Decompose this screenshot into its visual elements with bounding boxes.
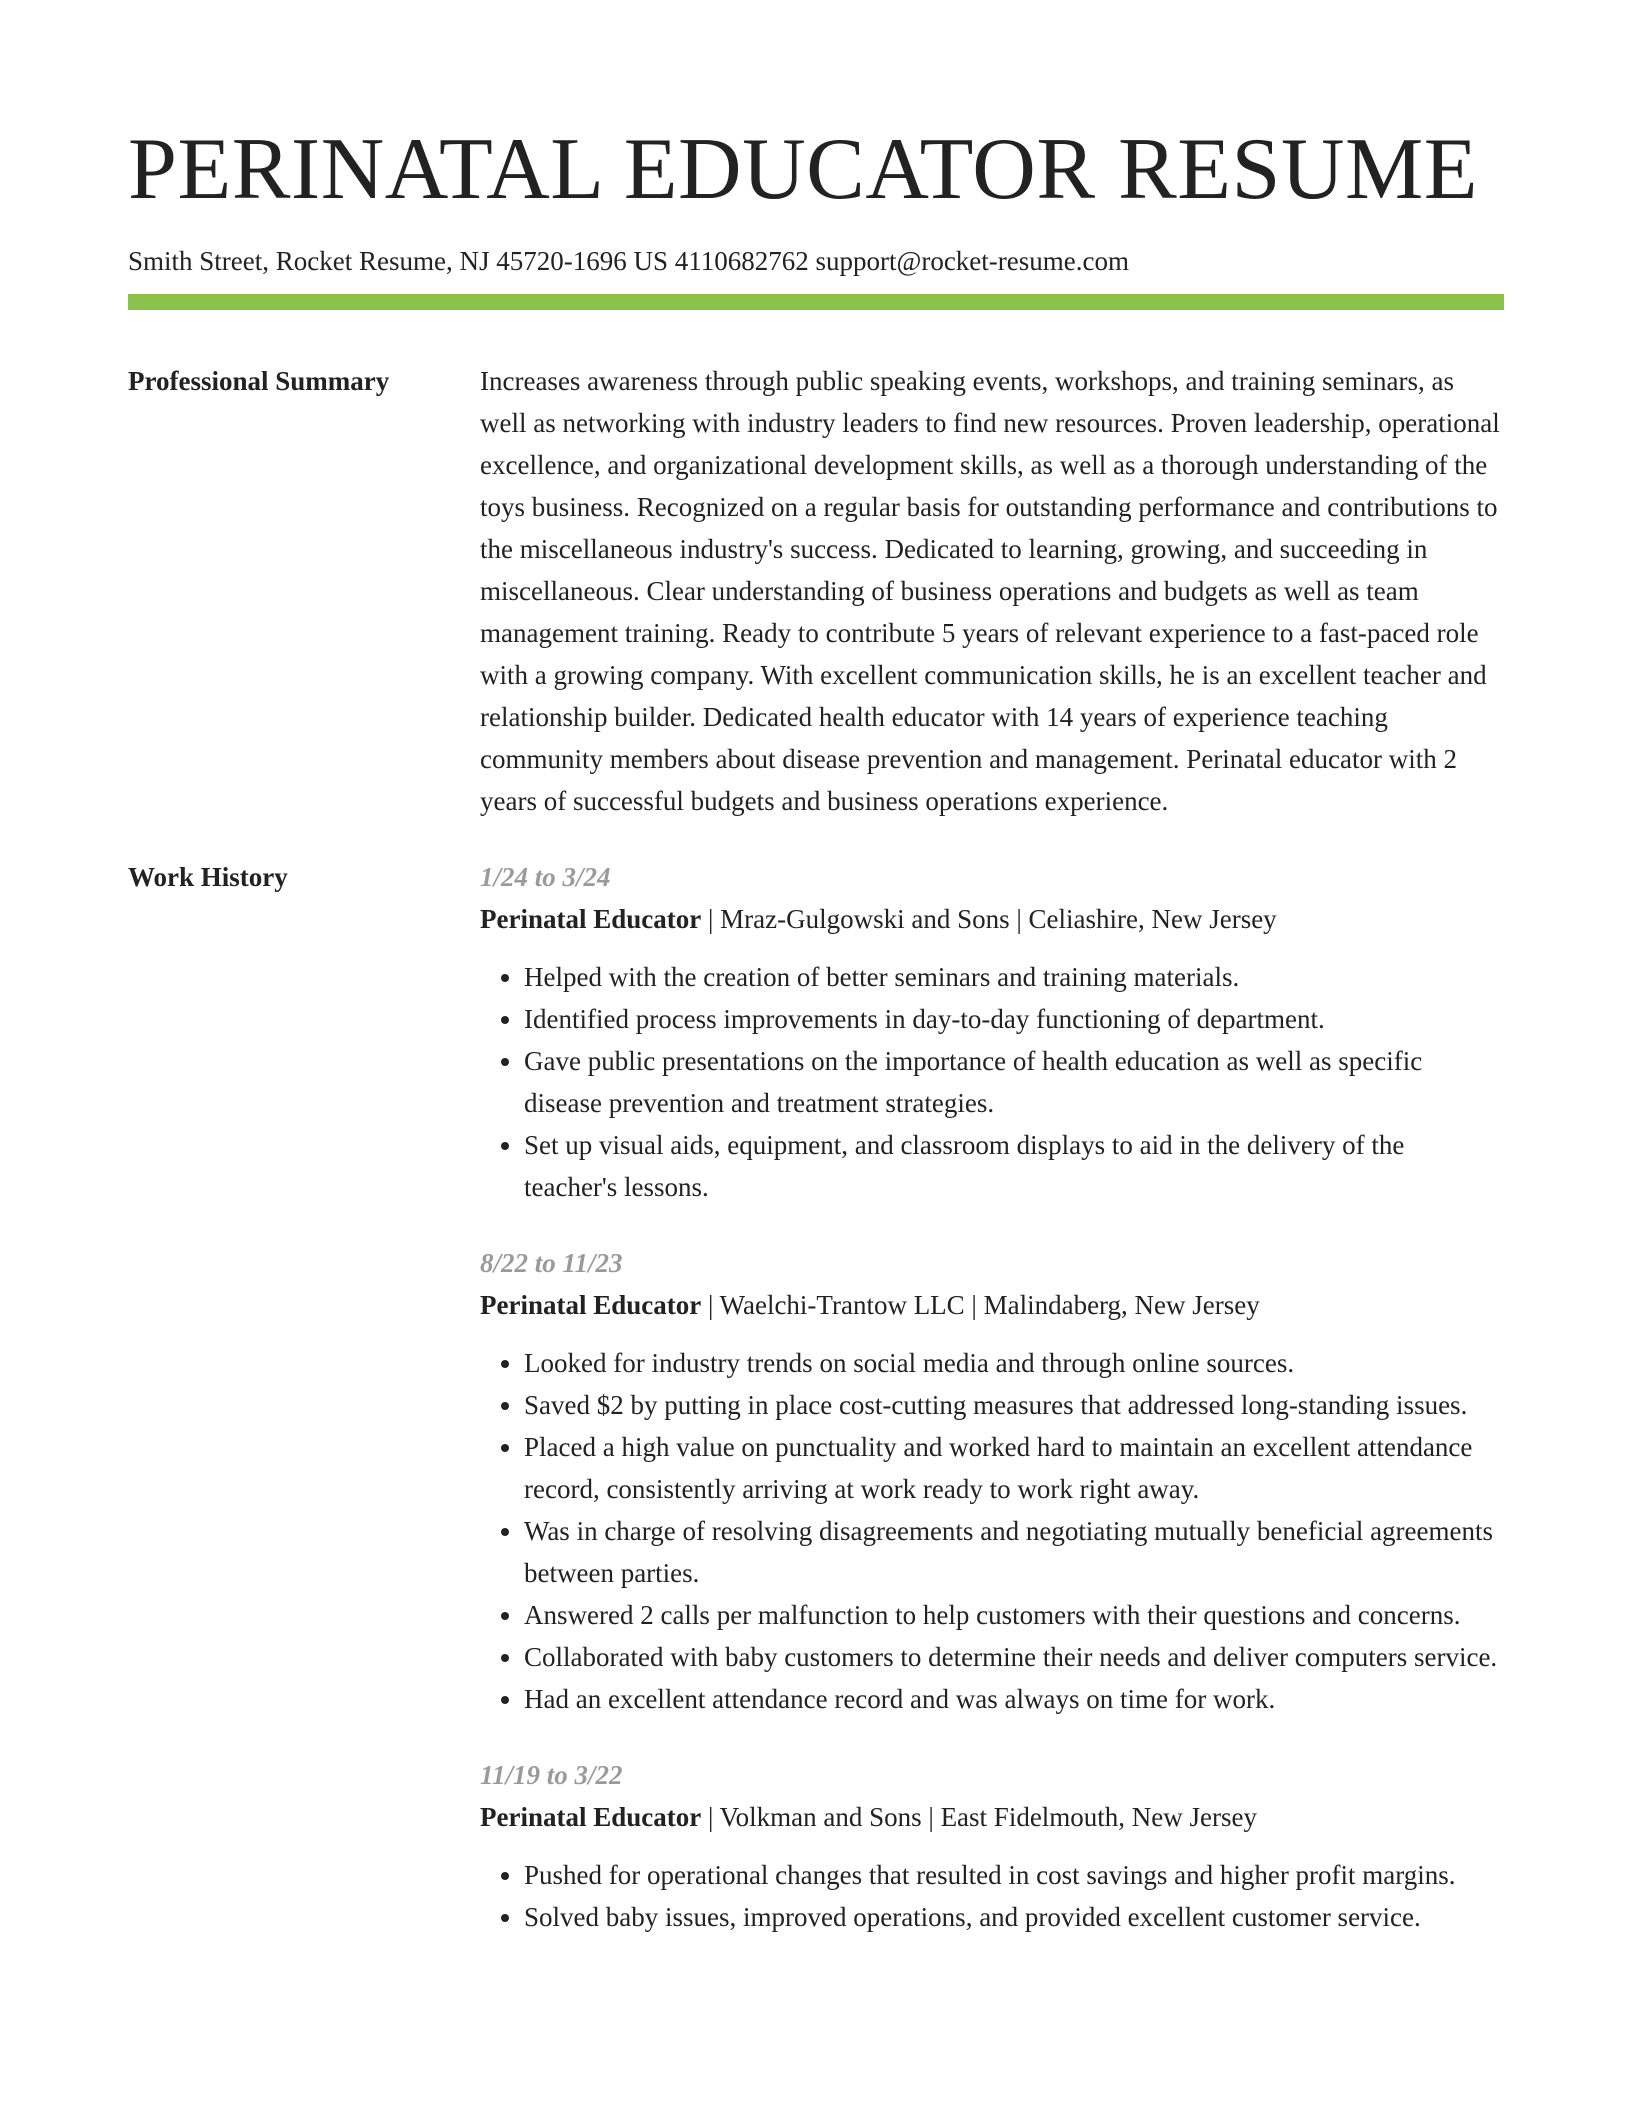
job-title-line (480, 1796, 1504, 1838)
summary-body (480, 360, 1504, 822)
job-bullet-list (480, 1854, 1504, 1938)
job-dates: 8/22 to 11/23 (480, 1248, 623, 1278)
job-title-line (480, 1284, 1504, 1326)
resume-page (128, 0, 1504, 1972)
job-details: | Volkman and Sons | East Fidelmouth, New Jersey (701, 1802, 1258, 1832)
job-bullet: • Had an excellent attendance record and was always on time for work. (524, 1678, 1504, 1720)
job-bullet: • Identified process improvements in day-to-day functioning of department. (524, 998, 1504, 1040)
job-entry (480, 856, 1504, 1208)
job-bullet: • Placed a high value on punctuality and worked hard to maintain an excellent attendance record, consistently arriving at work ready to work right away. (524, 1426, 1504, 1510)
accent-divider (128, 294, 1504, 310)
professional-summary-section (128, 360, 1504, 822)
job-bullet: • Looked for industry trends on social media and through online sources. (524, 1342, 1504, 1384)
contact-info: Smith Street, Rocket Resume, NJ 45720-1696 US 4110682762 support@rocket-resume.com (128, 246, 1129, 276)
job-title-line (480, 898, 1504, 940)
job-bullet: • Collaborated with baby customers to determine their needs and deliver computers service. (524, 1636, 1504, 1678)
section-label-work-history: Work History (128, 862, 288, 892)
job-details: | Mraz-Gulgowski and Sons | Celiashire, New Jersey (701, 904, 1277, 934)
job-entry (480, 1242, 1504, 1720)
job-dates: 1/24 to 3/24 (480, 862, 611, 892)
job-dates: 11/19 to 3/22 (480, 1760, 623, 1790)
section-label-summary: Professional Summary (128, 366, 390, 396)
job-bullet: • Saved $2 by putting in place cost-cutting measures that addressed long-standing issues. (524, 1384, 1504, 1426)
job-bullet-list (480, 1342, 1504, 1720)
job-title: Perinatal Educator (480, 904, 702, 934)
job-title: Perinatal Educator (480, 1290, 702, 1320)
job-bullet: • Was in charge of resolving disagreements and negotiating mutually beneficial agreements between parties. (524, 1510, 1504, 1594)
job-bullet: • Gave public presentations on the importance of health education as well as specific disease prevention and treatment strategies. (524, 1040, 1504, 1124)
job-details: | Waelchi-Trantow LLC | Malindaberg, New Jersey (701, 1290, 1260, 1320)
job-bullet: • Answered 2 calls per malfunction to help customers with their questions and concerns. (524, 1594, 1504, 1636)
job-bullet-list (480, 956, 1504, 1208)
job-entry (480, 1754, 1504, 1938)
job-title: Perinatal Educator (480, 1802, 702, 1832)
job-bullet: • Solved baby issues, improved operations, and provided excellent customer service. (524, 1896, 1504, 1938)
resume-title: PERINATAL EDUCATOR RESUME (128, 121, 1478, 218)
job-bullet: • Pushed for operational changes that resulted in cost savings and higher profit margins. (524, 1854, 1504, 1896)
job-bullet: • Set up visual aids, equipment, and classroom displays to aid in the delivery of the teacher's lessons. (524, 1124, 1504, 1208)
job-bullet: • Helped with the creation of better seminars and training materials. (524, 956, 1504, 998)
summary-text: Increases awareness through public speaking events, workshops, and training seminars, as well as networking with industry leaders to find new resources. Proven leadership, operational excellence, and organizational development skills, as well as a thorough understanding of the toys business. Recognized on a regular basis for outstanding performance and contributions to the miscellaneous industry's success. Dedicated to learning, growing, and succeeding in miscellaneous. Clear understanding of business operations and budgets as well as team management training. Ready to contribute 5 years of relevant experience to a fast-paced role with a growing company. With excellent communication skills, he is an excellent teacher and relationship builder. Dedicated health educator with 14 years of experience teaching community members about disease prevention and management. Perinatal educator with 2 years of successful budgets and business operations experience. (480, 366, 1500, 816)
work-history-body (480, 856, 1504, 1972)
work-history-section (128, 856, 1504, 1972)
